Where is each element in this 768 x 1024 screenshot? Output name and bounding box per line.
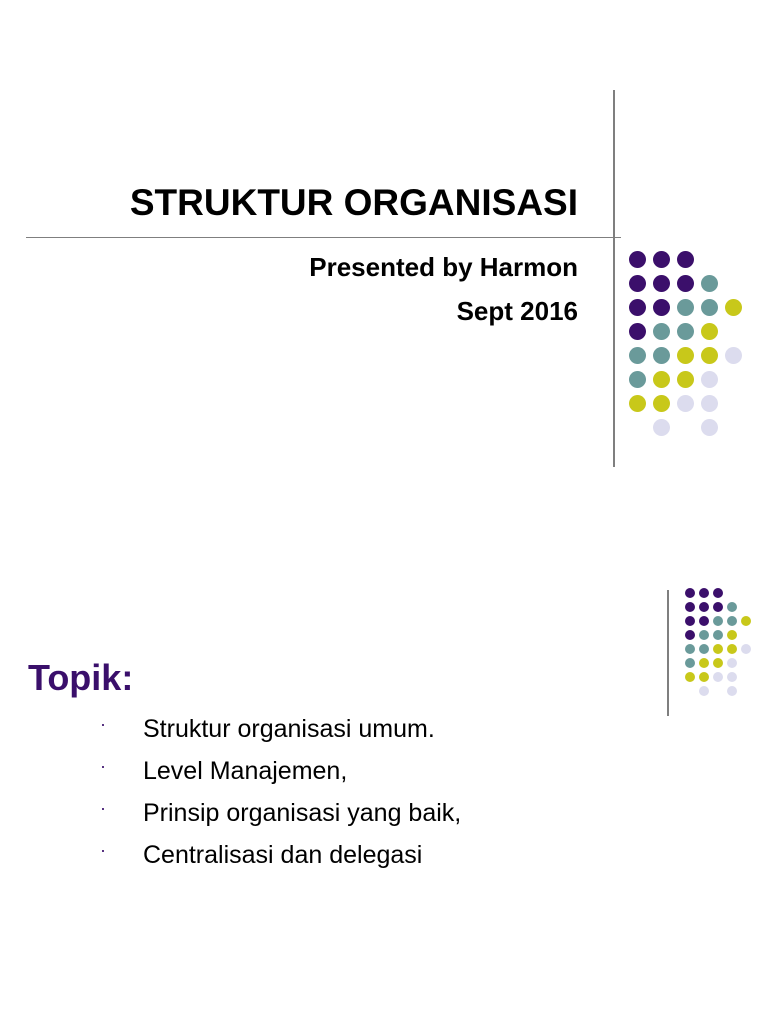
dot-teal bbox=[653, 323, 670, 340]
dot-lavender bbox=[653, 419, 670, 436]
dot-purple bbox=[629, 299, 646, 316]
dot-teal bbox=[713, 616, 723, 626]
dot-yellow bbox=[653, 395, 670, 412]
dot-yellow bbox=[699, 658, 709, 668]
date-text: Sept 2016 bbox=[456, 296, 578, 326]
dot-yellow bbox=[677, 347, 694, 364]
dot-teal bbox=[701, 299, 718, 316]
presenter-text: Presented by Harmon bbox=[309, 252, 578, 282]
dot-purple bbox=[653, 299, 670, 316]
dot-teal bbox=[699, 630, 709, 640]
dot-yellow bbox=[685, 672, 695, 682]
dot-purple bbox=[629, 251, 646, 268]
dot-purple bbox=[685, 588, 695, 598]
dot-yellow bbox=[725, 299, 742, 316]
dot-teal bbox=[701, 275, 718, 292]
list-item-text: Struktur organisasi umum. bbox=[143, 715, 435, 743]
dot-yellow bbox=[713, 644, 723, 654]
dot-teal bbox=[677, 299, 694, 316]
dot-yellow bbox=[727, 630, 737, 640]
list-item-text: Centralisasi dan delegasi bbox=[143, 841, 423, 869]
dot-yellow bbox=[629, 395, 646, 412]
dot-lavender bbox=[701, 395, 718, 412]
list-item bbox=[100, 750, 461, 792]
vertical-divider bbox=[613, 90, 615, 467]
dot-lavender bbox=[713, 672, 723, 682]
dot-purple bbox=[677, 251, 694, 268]
dot-teal bbox=[629, 371, 646, 388]
dot-lavender bbox=[701, 419, 718, 436]
dot-yellow bbox=[653, 371, 670, 388]
dot-yellow bbox=[701, 347, 718, 364]
dot-purple bbox=[713, 602, 723, 612]
dot-lavender bbox=[725, 347, 742, 364]
dot-purple bbox=[685, 616, 695, 626]
list-item-text: Level Manajemen, bbox=[143, 757, 348, 785]
list-item bbox=[100, 834, 461, 876]
dot-yellow bbox=[727, 644, 737, 654]
topics-title: Topik: bbox=[28, 657, 134, 698]
dot-lavender bbox=[701, 371, 718, 388]
dot-lavender bbox=[699, 686, 709, 696]
bullet-icon: · bbox=[100, 756, 106, 776]
dot-teal bbox=[685, 644, 695, 654]
dot-purple bbox=[699, 602, 709, 612]
vertical-divider-small bbox=[667, 590, 669, 716]
dot-teal bbox=[653, 347, 670, 364]
dot-purple bbox=[653, 275, 670, 292]
dot-lavender bbox=[741, 644, 751, 654]
dot-lavender bbox=[677, 395, 694, 412]
dot-teal bbox=[677, 323, 694, 340]
dot-lavender bbox=[727, 658, 737, 668]
dot-lavender bbox=[727, 686, 737, 696]
topics-slide bbox=[0, 512, 768, 1024]
bullet-icon: · bbox=[100, 840, 106, 860]
dot-purple bbox=[629, 323, 646, 340]
dot-purple bbox=[677, 275, 694, 292]
list-item-text: Prinsip organisasi yang baik, bbox=[143, 799, 462, 827]
dot-teal bbox=[727, 616, 737, 626]
dot-purple bbox=[629, 275, 646, 292]
dot-yellow bbox=[741, 616, 751, 626]
dot-purple bbox=[685, 630, 695, 640]
dot-yellow bbox=[701, 323, 718, 340]
dot-purple bbox=[699, 588, 709, 598]
list-item bbox=[100, 708, 461, 750]
topics-list bbox=[100, 708, 461, 876]
dot-yellow bbox=[699, 672, 709, 682]
horizontal-divider bbox=[26, 237, 621, 238]
list-item bbox=[100, 792, 461, 834]
dot-lavender bbox=[727, 672, 737, 682]
dot-teal bbox=[727, 602, 737, 612]
dot-teal bbox=[629, 347, 646, 364]
dot-yellow bbox=[677, 371, 694, 388]
dot-teal bbox=[713, 630, 723, 640]
bullet-icon: · bbox=[100, 798, 106, 818]
dot-purple bbox=[685, 602, 695, 612]
dot-yellow bbox=[713, 658, 723, 668]
dot-purple bbox=[713, 588, 723, 598]
dot-purple bbox=[653, 251, 670, 268]
dot-teal bbox=[685, 658, 695, 668]
bullet-icon: · bbox=[100, 714, 106, 734]
dot-purple bbox=[699, 616, 709, 626]
dot-teal bbox=[699, 644, 709, 654]
slide-title: STRUKTUR ORGANISASI bbox=[129, 182, 578, 223]
